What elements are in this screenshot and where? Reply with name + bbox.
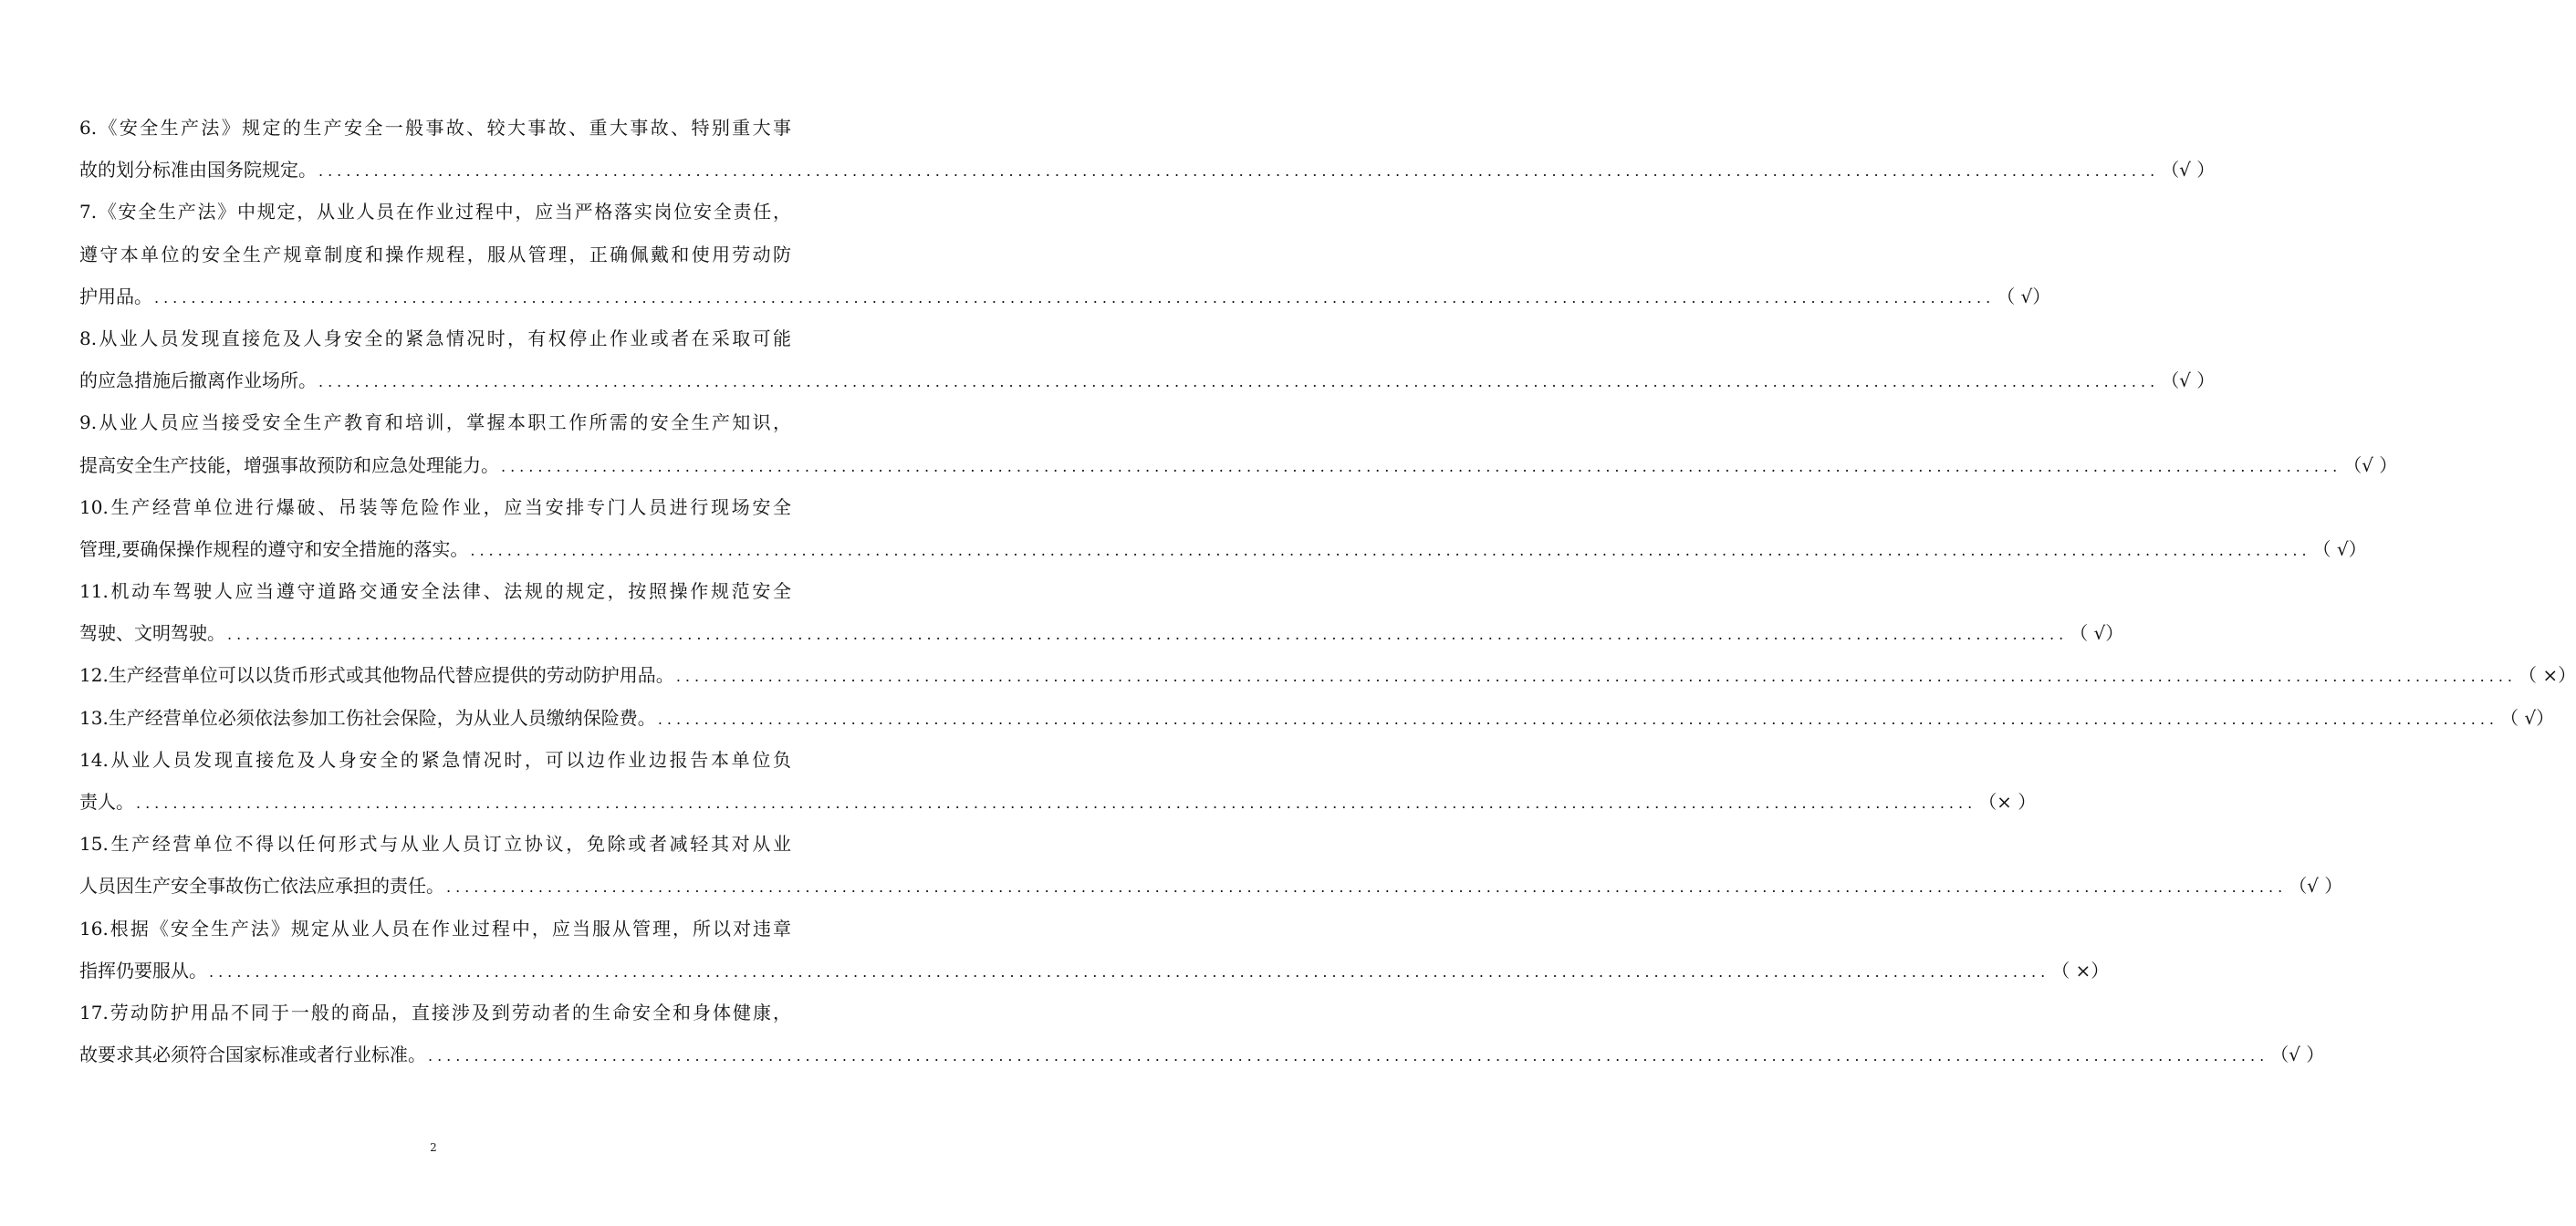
question-line [79, 275, 2051, 317]
question-text: 驾驶、文明驾驶。 [79, 622, 225, 645]
dot-leader: ........................................................................................................................................................................................................ [318, 373, 2160, 391]
question-text: 13.生产经营单位必须依法参加工伤社会保险，为从业人员缴纳保险费。 [79, 706, 656, 729]
dot-leader: ........................................................................................................................................................................................................ [154, 288, 1996, 306]
answer-mark: （√ ） [2289, 875, 2343, 898]
question-item [79, 191, 2051, 317]
answer-mark: （ √） [2312, 537, 2367, 560]
page-number: 2 [430, 1141, 437, 1154]
dot-leader: ........................................................................................................................................................................................................ [209, 962, 2050, 981]
question-line [79, 401, 791, 443]
dot-leader: ........................................................................................................................................................................................................ [227, 626, 2069, 644]
question-item [79, 823, 2343, 907]
dot-leader: ........................................................................................................................................................................................................ [657, 710, 2498, 728]
question-line [79, 359, 2216, 401]
question-text: 护用品。 [79, 285, 152, 307]
dot-leader: ........................................................................................................................................................................................................ [318, 162, 2160, 181]
answer-mark: （× ） [1978, 791, 2037, 813]
answer-mark: （ √） [2500, 706, 2555, 729]
question-line [79, 612, 2124, 654]
question-text: 14.从业人员发现直接危及人身安全的紧急情况时，可以边作业边报告本单位负 [79, 748, 791, 771]
question-line [79, 865, 2343, 907]
question-item [79, 570, 2124, 654]
question-line [79, 317, 791, 359]
question-line [79, 107, 791, 149]
question-line [79, 908, 791, 950]
question-line [79, 191, 791, 233]
question-text: 指挥仍要服从。 [79, 959, 207, 982]
question-line [79, 570, 791, 612]
answer-mark: （√ ） [2343, 453, 2398, 476]
question-line [79, 149, 2216, 191]
dot-leader: ........................................................................................................................................................................................................ [136, 795, 1977, 812]
question-text: 责人。 [79, 791, 134, 813]
question-line [79, 950, 2110, 992]
question-text: 15.生产经营单位不得以任何形式与从业人员订立协议，免除或者减轻其对从业 [79, 833, 791, 856]
dot-leader: ........................................................................................................................................................................................................ [675, 668, 2517, 686]
question-text: 7.《安全生产法》中规定，从业人员在作业过程中，应当严格落实岗位安全责任， [79, 201, 791, 223]
question-text: 故的划分标准由国务院规定。 [79, 159, 317, 182]
answer-mark: （√ ） [2161, 369, 2216, 392]
question-line [79, 444, 2398, 486]
question-text: 管理,要确保操作规程的遵守和安全措施的落实。 [79, 537, 469, 560]
question-item [79, 317, 2216, 401]
question-item [79, 697, 2555, 739]
question-item [79, 992, 2325, 1075]
question-line [79, 739, 791, 781]
answer-mark: （√ ） [2270, 1044, 2325, 1066]
question-text: 16.根据《安全生产法》规定从业人员在作业过程中，应当服从管理，所以对违章 [79, 917, 791, 940]
question-item [79, 654, 2576, 696]
question-item [79, 107, 2216, 191]
question-item [79, 486, 2367, 570]
question-line [79, 234, 791, 275]
question-text: 的应急措施后撤离作业场所。 [79, 369, 317, 392]
answer-mark: （ √） [1997, 285, 2051, 307]
question-line [79, 528, 2367, 570]
question-text: 8.从业人员发现直接危及人身安全的紧急情况时，有权停止作业或者在采取可能 [79, 327, 791, 349]
question-line [79, 697, 2555, 739]
question-text: 提高安全生产技能，增强事故预防和应急处理能力。 [79, 453, 499, 476]
question-text: 人员因生产安全事故伤亡依法应承担的责任。 [79, 875, 444, 898]
question-line [79, 654, 2576, 696]
answer-mark: （√ ） [2161, 159, 2216, 182]
question-list [79, 107, 2576, 1075]
question-line [79, 992, 791, 1034]
question-text: 9.从业人员应当接受安全生产教育和培训，掌握本职工作所需的安全生产知识， [79, 411, 791, 434]
question-text: 17.劳动防护用品不同于一般的商品，直接涉及到劳动者的生命安全和身体健康， [79, 1001, 791, 1023]
question-text: 11.机动车驾驶人应当遵守道路交通安全法律、法规的规定，按照操作规范安全 [79, 580, 791, 603]
question-item [79, 739, 2037, 823]
question-line [79, 1034, 2325, 1075]
dot-leader: ........................................................................................................................................................................................................ [470, 541, 2311, 559]
dot-leader: ........................................................................................................................................................................................................ [501, 457, 2342, 475]
question-text: 10.生产经营单位进行爆破、吊装等危险作业，应当安排专门人员进行现场安全 [79, 495, 791, 518]
answer-mark: （ √） [2070, 622, 2124, 645]
question-text: 12.生产经营单位可以以货币形式或其他物品代替应提供的劳动防护用品。 [79, 664, 674, 687]
question-line [79, 823, 791, 865]
question-item [79, 401, 2398, 485]
dot-leader: ........................................................................................................................................................................................................ [428, 1047, 2269, 1065]
dot-leader: ........................................................................................................................................................................................................ [446, 878, 2288, 897]
question-line [79, 781, 2037, 823]
question-text: 6.《安全生产法》规定的生产安全一般事故、较大事故、重大事故、特别重大事 [79, 117, 791, 139]
answer-mark: （ ×） [2519, 664, 2576, 687]
question-line [79, 486, 791, 528]
question-item [79, 908, 2110, 992]
question-text: 遵守本单位的安全生产规章制度和操作规程，服从管理，正确佩戴和使用劳动防 [79, 243, 791, 265]
question-text: 故要求其必须符合国家标准或者行业标准。 [79, 1044, 426, 1066]
answer-mark: （ ×） [2051, 959, 2110, 982]
